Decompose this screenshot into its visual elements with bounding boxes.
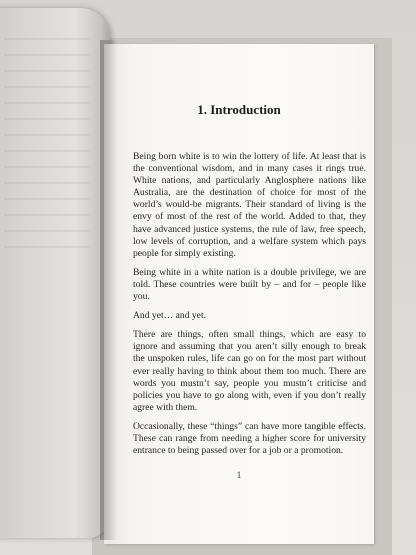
- paragraph: There are things, often small things, which are easy to ignore and assuming that you aren’t silly enough to break the unspoken rules, life can go on for the most part without ever really having to think about them too much. There are words you mustn’t say, people you mustn’t criticise and policies you have to go along with, even if you don’t really agree with them.: [133, 329, 366, 413]
- page-number: 1: [236, 470, 242, 480]
- paragraph: Being white in a white nation is a double privilege, we are told. These countries were built by – and for – people like you.: [133, 266, 366, 303]
- right-page: [104, 44, 374, 544]
- paragraph: And yet… and yet.: [133, 310, 207, 322]
- gutter-shadow: [100, 40, 118, 540]
- paragraph: Being born white is to win the lottery of life. At least that is the conventional wisdom, and in many cases it rings true. White nations, and particularly Anglosphere nations like Australia, are the destination of choice for most of the world’s would-be migrants. Their standard of living is the envy of most of the rest of the world. Added to that, they have advanced justice systems, the rule of law, free speech, low levels of corruption, and a welfare system which pays people for simply existing.: [133, 151, 366, 259]
- left-page: [0, 8, 110, 538]
- paragraph: Occasionally, these “things” can have more tangible effects. These can range from needing a higher score for university entrance to being passed over for a job or a promotion.: [133, 420, 366, 457]
- body-text: [133, 151, 366, 464]
- chapter-title: 1. Introduction: [197, 102, 281, 117]
